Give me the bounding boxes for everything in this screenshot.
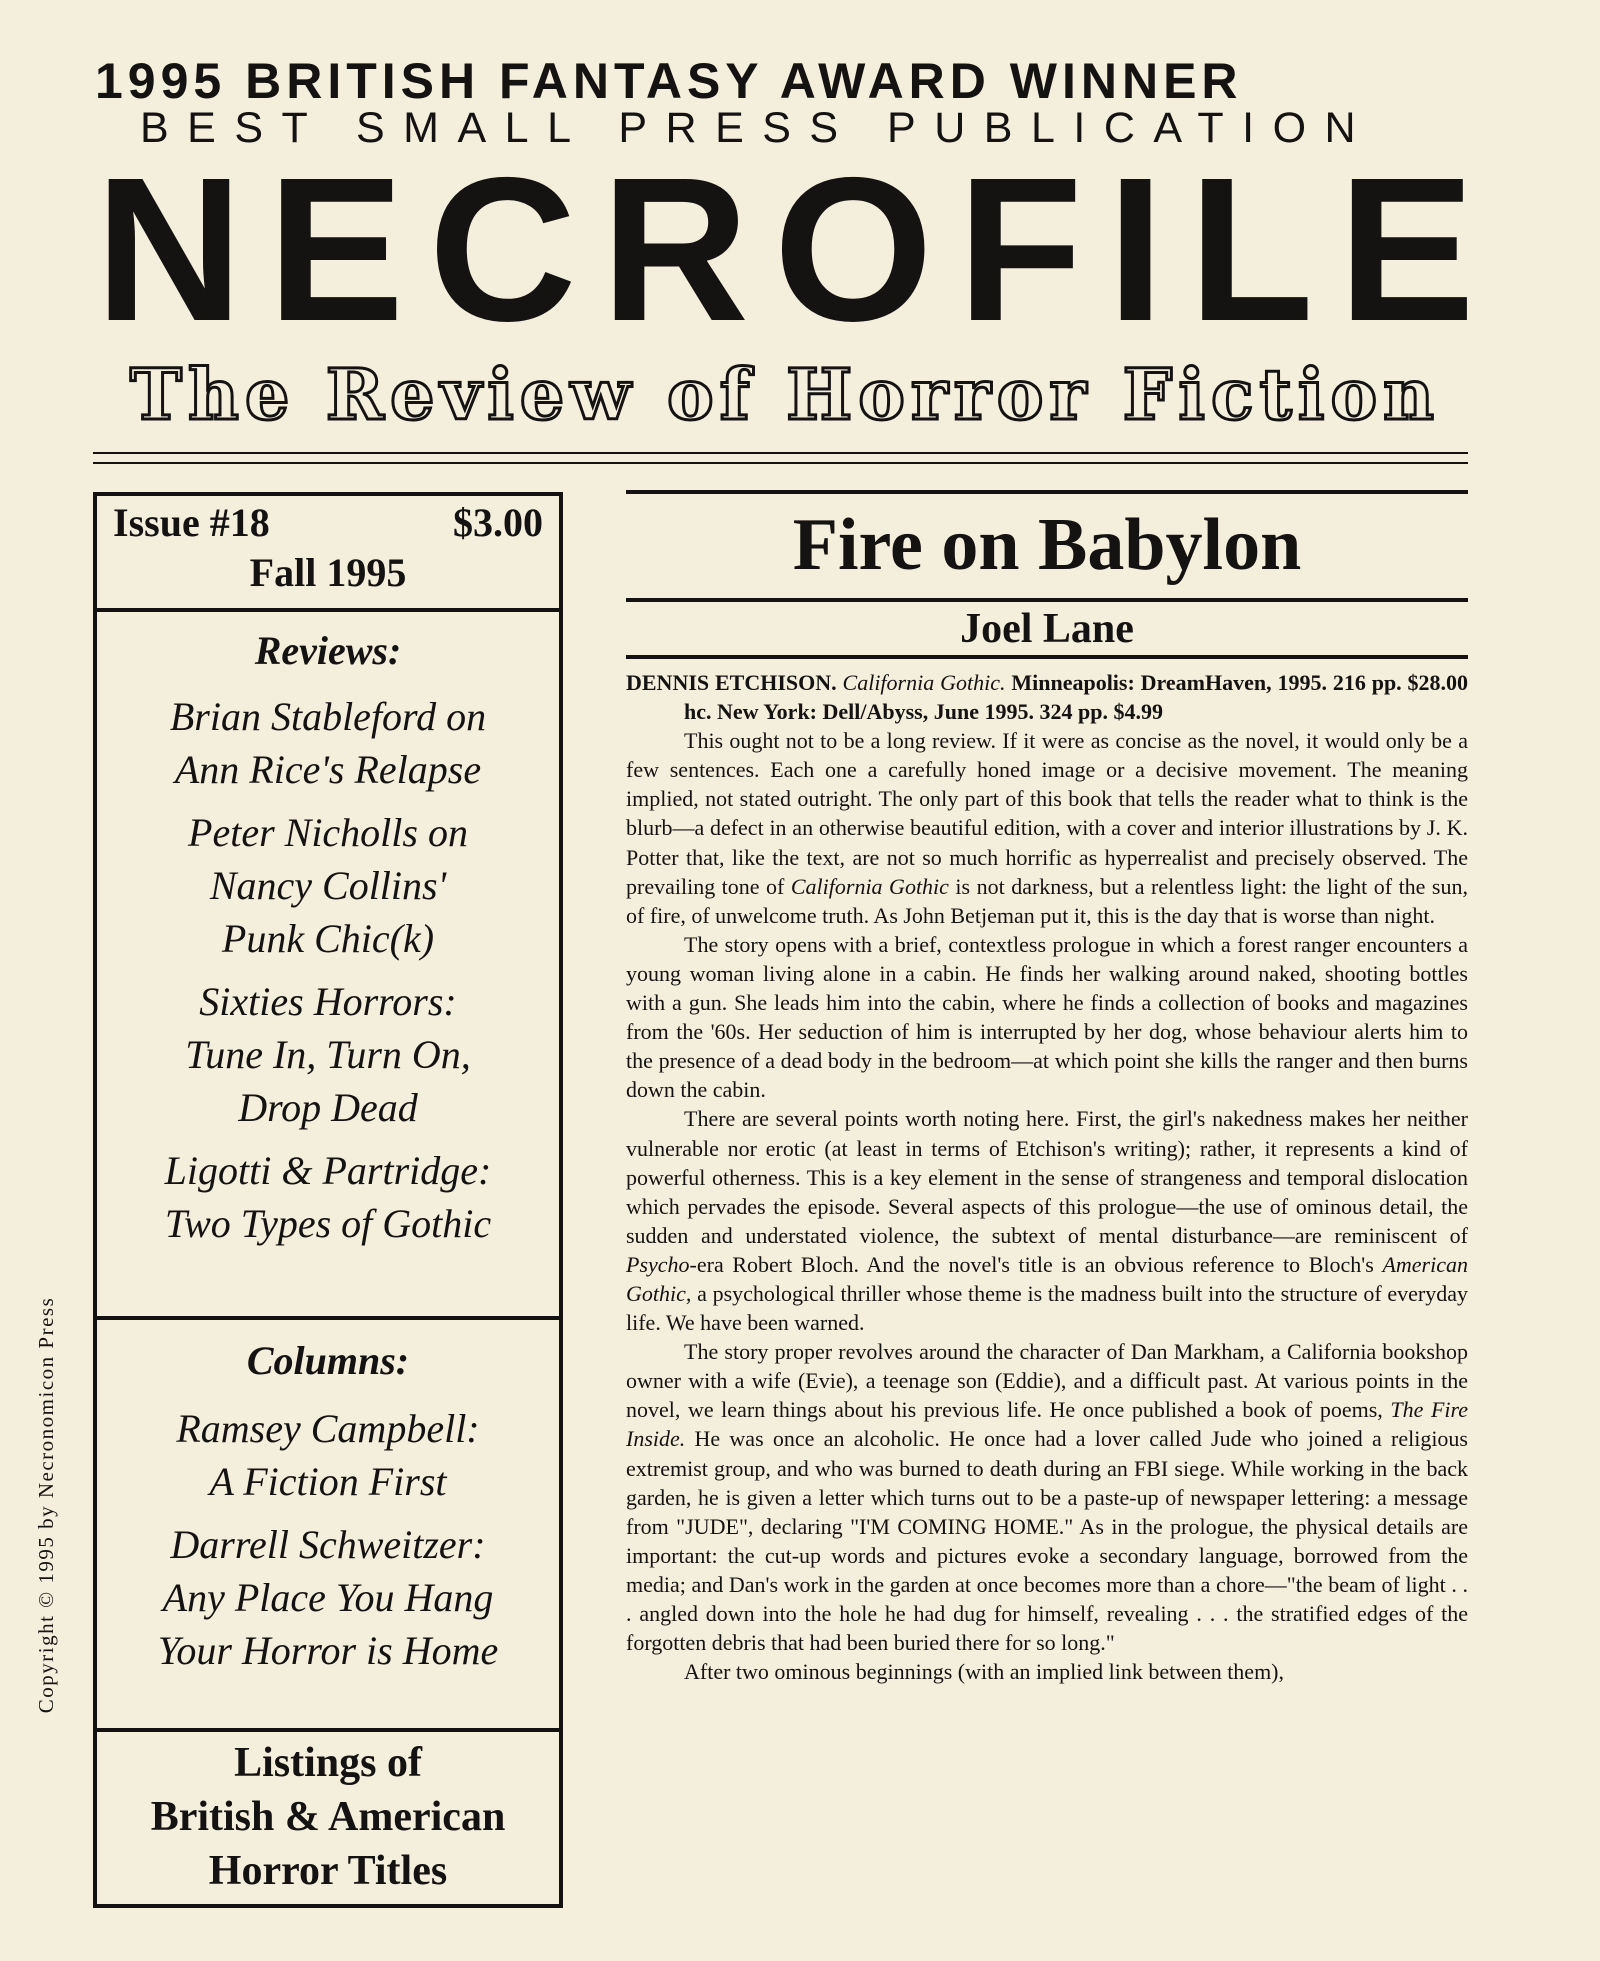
paragraph-text: After two ominous beginnings (with an implied link between them), xyxy=(684,1659,1285,1685)
italic-title: Psycho xyxy=(626,1251,690,1277)
listings-line: Listings of xyxy=(234,1740,422,1786)
italic-title: American Gothic, xyxy=(626,1251,1468,1306)
review-line: Nancy Collins' xyxy=(209,863,447,908)
masthead-letter: R xyxy=(601,135,750,364)
masthead-rule-lower xyxy=(93,462,1468,464)
paragraph-text: The story opens with a brief, contextless prologue in which a forest ranger encounters a young woman living alone in a cabin. He finds her walking around naked, shooting bottles with a gun. She leads him into the cabin, where he finds a collection of books and magazines from the '60s. Her seduction of him is interrupted by her dog, whose behaviour alerts him to the presence of a dead body in the bedroom—at which point she kills the ranger and then burns down the cabin. xyxy=(626,931,1468,1103)
review-line: Drop Dead xyxy=(238,1085,418,1130)
reviews-heading: Reviews: xyxy=(254,628,402,673)
italic-title: California Gothic xyxy=(790,873,949,899)
review-line: Peter Nicholls on xyxy=(188,810,468,855)
paragraph-text: The story proper revolves around the character of Dan Markham, a California bookshop owner with a wife (Evie), a teenage son (Eddie), and a difficult past. At various points in the novel, we learn things about his previous life. He once published a book of poems, xyxy=(626,1339,1468,1423)
article-rule-middle xyxy=(626,598,1468,602)
review-line: Ligotti & Partridge: xyxy=(164,1148,492,1193)
article-paragraph xyxy=(626,1104,1468,1337)
masthead-letter: C xyxy=(428,135,577,364)
review-line: Punk Chic(k) xyxy=(221,916,435,961)
citation-book-title: California Gothic. xyxy=(842,670,1006,695)
article-paragraph xyxy=(626,1657,1468,1686)
citation-author: DENNIS ETCHISON. xyxy=(626,670,837,695)
review-line: Brian Stableford on xyxy=(169,694,487,739)
masthead-letter: L xyxy=(1188,135,1314,364)
review-line: Two Types of Gothic xyxy=(164,1201,492,1246)
masthead-letter: N xyxy=(95,135,244,364)
review-item xyxy=(97,975,559,1134)
issue-price: $3.00 xyxy=(453,500,543,545)
paragraph-text: is not darkness, but a relentless light: the light of the sun, of fire, of unwelcome truth. As John Betjeman put it, this is the day that is worse than night. xyxy=(626,873,1468,928)
column-item xyxy=(97,1518,559,1677)
column-line: Ramsey Campbell: xyxy=(176,1406,480,1451)
masthead-letter: F xyxy=(957,135,1083,364)
italic-title: The Fire Inside. xyxy=(626,1397,1468,1452)
review-item xyxy=(97,1144,559,1250)
issue-line xyxy=(113,498,543,548)
masthead-letter: E xyxy=(267,135,405,364)
issue-number: Issue #18 xyxy=(113,500,270,545)
columns-heading: Columns: xyxy=(246,1338,410,1383)
masthead-title xyxy=(95,135,1475,364)
citation-details: Minneapolis: DreamHaven, 1995. 216 pp. $28.00 hc. New York: Dell/Abyss, June 1995. 324 pp. $4.99 xyxy=(684,670,1469,725)
column-line: Darrell Schweitzer: xyxy=(170,1522,486,1567)
paragraph-text: He was once an alcoholic. He once had a lover called Jude who joined a religious extremist group, and who was burned to death during an FBI siege. While working in the back garden, he is given a letter which turns out to be a paste-up of newspaper lettering: a message from "JUDE", declaring "I'M COMING HOME." As in the prologue, the physical details are important: the cut-up words and pictures evoke a secondary language, borrowed from the media; and Dan's work in the garden at once becomes more than a chore—"the beam of light . . . angled down into the hole he had dug for himself, revealing . . . the stratified edges of the forgotten debris that had been buried there for so long." xyxy=(626,1426,1468,1656)
book-citation xyxy=(626,668,1468,726)
article-rule-bottom xyxy=(626,655,1468,659)
masthead-rule-upper xyxy=(93,452,1468,454)
article-paragraph xyxy=(626,1337,1468,1657)
contents-box xyxy=(93,492,563,1908)
review-line: Tune In, Turn On, xyxy=(185,1032,471,1077)
article-author: Joel Lane xyxy=(960,606,1134,652)
columns-section xyxy=(97,1336,559,1687)
contents-divider xyxy=(97,1728,559,1732)
masthead-letter: O xyxy=(773,135,934,364)
contents-divider xyxy=(97,1316,559,1320)
article-title: Fire on Babylon xyxy=(792,504,1302,586)
listings-line: British & American xyxy=(150,1794,506,1840)
paragraph-text: This ought not to be a long review. If it were as concise as the novel, it would only be a few sentences. Each one a carefully honed image or a decisive movement. The meaning implied, not stated outright. The only part of this book that tells the reader what to think is the blurb—a defect in an otherwise beautiful edition, with a cover and interior illustrations by J. K. Potter that, like the text, are not so much horrific as hyperrealist and precisely observed. The prevailing tone of xyxy=(626,728,1468,899)
masthead-letter: I xyxy=(1107,135,1165,364)
article-body xyxy=(626,668,1468,1686)
paragraph-text: There are several points worth noting here. First, the girl's nakedness makes her neither vulnerable nor erotic (at least in terms of Etchison's writing); rather, it represents a kind of powerful otherness. This is a key element in the sense of strangeness and temporal dislocation which pervades the episode. Several aspects of this prologue—the use of ominous detail, the sudden and understated violence, the subtext of mental disturbance—are reminiscent of xyxy=(626,1106,1468,1248)
review-item xyxy=(97,806,559,965)
article-paragraph xyxy=(626,726,1468,930)
review-line: Sixties Horrors: xyxy=(199,979,457,1024)
review-line: Ann Rice's Relapse xyxy=(174,747,482,792)
reviews-section xyxy=(97,626,559,1260)
listings-section xyxy=(97,1736,559,1898)
paragraph-text: -era Robert Bloch. And the novel's title is an obvious reference to Bloch's xyxy=(689,1251,1383,1277)
issue-season: Fall 1995 xyxy=(249,550,407,595)
award-category: BEST SMALL PRESS PUBLICATION xyxy=(140,104,1375,152)
article-rule-top xyxy=(626,490,1468,494)
award-banner: 1995 BRITISH FANTASY AWARD WINNER xyxy=(95,53,1243,109)
listings-line: Horror Titles xyxy=(208,1848,448,1894)
article-paragraph xyxy=(626,930,1468,1105)
masthead-tagline: The Review of Horror Fiction xyxy=(129,353,1441,436)
review-item xyxy=(97,690,559,796)
masthead-letter: E xyxy=(1338,135,1475,364)
paragraph-text: a psychological thriller whose theme is the madness built into the structure of everyday life. We have been warned. xyxy=(626,1280,1468,1336)
column-line: Your Horror is Home xyxy=(157,1628,499,1673)
column-item xyxy=(97,1402,559,1508)
article-paragraphs xyxy=(626,726,1468,1686)
column-line: Any Place You Hang xyxy=(162,1575,494,1620)
contents-divider xyxy=(97,608,559,612)
column-line: A Fiction First xyxy=(209,1459,447,1504)
copyright-notice: Copyright © 1995 by Necronomicon Press xyxy=(34,1296,58,1714)
